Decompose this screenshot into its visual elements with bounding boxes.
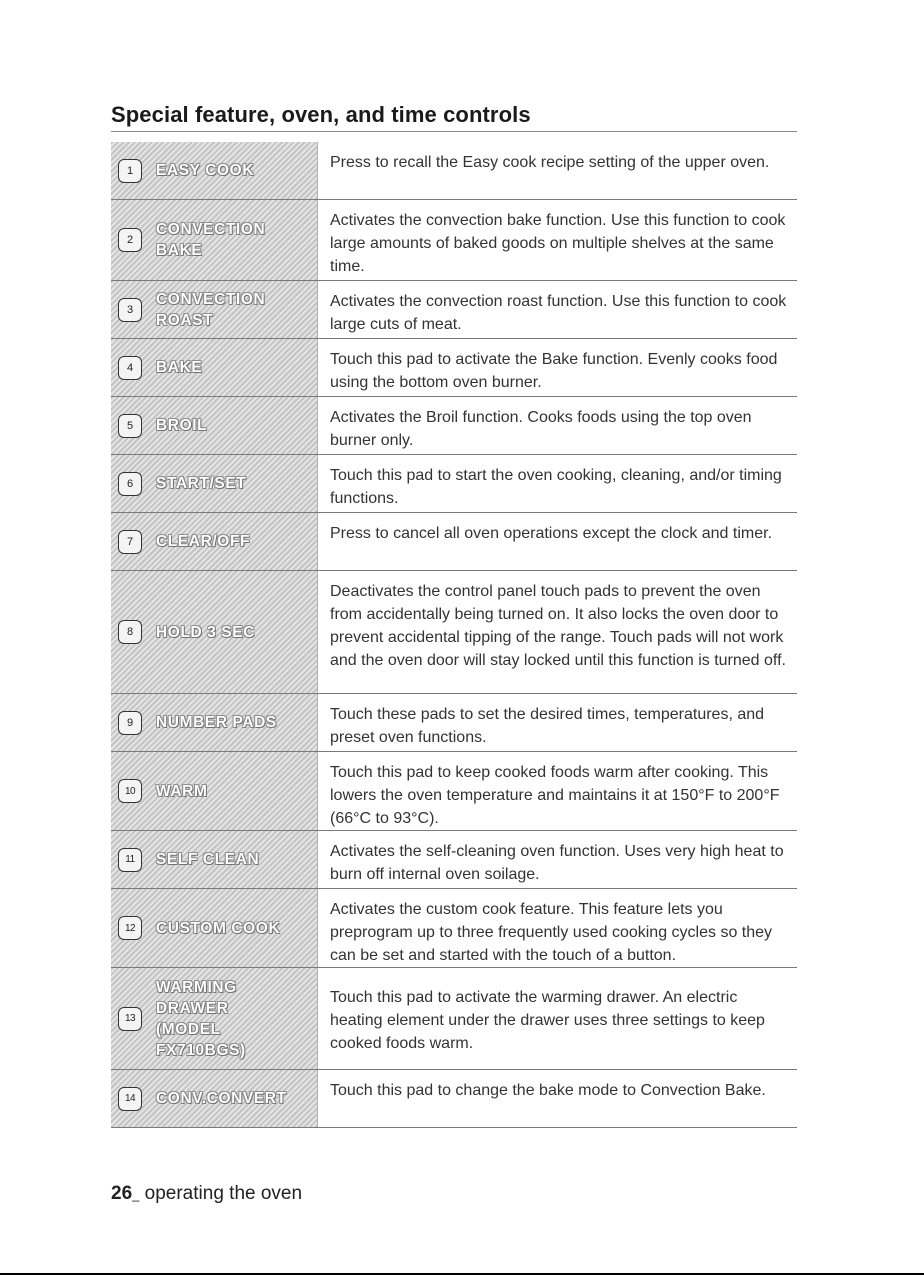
control-row-custom-cook bbox=[111, 889, 797, 968]
pad-description: Touch this pad to activate the warming drawer. An electric heating element under the drawer uses three settings to keep cooked foods warm. bbox=[330, 989, 765, 1052]
pad-label: SELF CLEAN bbox=[156, 851, 260, 868]
control-row-bake bbox=[111, 339, 797, 397]
control-row-self-clean bbox=[111, 831, 797, 889]
pad-label: CONVECTION ROAST bbox=[156, 290, 266, 329]
control-row-hold-3-sec bbox=[111, 571, 797, 694]
pad-number-badge: 10 bbox=[118, 779, 142, 803]
warm-pad bbox=[111, 752, 318, 830]
pad-number-badge: 8 bbox=[118, 620, 142, 644]
control-row-convection-bake bbox=[111, 200, 797, 281]
pad-label: HOLD 3 SEC bbox=[156, 623, 256, 641]
pad-label: BROIL bbox=[156, 417, 208, 434]
pad-number-badge: 1 bbox=[118, 159, 142, 183]
pad-label: NUMBER PADS bbox=[156, 714, 277, 731]
control-row-broil bbox=[111, 397, 797, 455]
pad-description: Activates the Broil function. Cooks foods using the top oven burner only. bbox=[330, 409, 752, 449]
section-name: operating the oven bbox=[139, 1183, 303, 1204]
pad-label: CLEAR/OFF bbox=[156, 533, 251, 550]
pad-label: CONV.CONVERT bbox=[156, 1090, 287, 1107]
pad-number-badge: 13 bbox=[118, 1007, 142, 1031]
pad-description: Touch this pad to start the oven cooking, cleaning, and/or timing functions. bbox=[330, 467, 782, 507]
pad-number-badge: 9 bbox=[118, 711, 142, 735]
clear-off-pad bbox=[111, 513, 318, 570]
page-title: Special feature, oven, and time controls bbox=[111, 102, 531, 127]
pad-number-badge: 12 bbox=[118, 916, 142, 940]
pad-number-badge: 4 bbox=[118, 356, 142, 380]
start-set-pad bbox=[111, 455, 318, 512]
pad-description: Activates the convection bake function. Use this function to cook large amounts of baked goods on multiple shelves at the same time. bbox=[330, 212, 786, 275]
pad-description: Touch this pad to keep cooked foods warm after cooking. This lowers the oven temperature and maintains it at 150°F to 200°F (66°C to 93°C). bbox=[330, 764, 780, 827]
page-footer bbox=[111, 1183, 302, 1205]
hold-3-sec-pad bbox=[111, 571, 318, 693]
pad-label: EASY COOK bbox=[156, 162, 255, 179]
pad-description: Deactivates the control panel touch pads to prevent the oven from accidentally being turned on. It also locks the oven door to prevent accidental tipping of the range. Touch pads will not work and the oven door will stay locked until this function is turned off. bbox=[330, 583, 786, 669]
pad-number-badge: 5 bbox=[118, 414, 142, 438]
page-number: 26 bbox=[111, 1183, 133, 1204]
number-pads-pad bbox=[111, 694, 318, 751]
controls-table bbox=[111, 142, 797, 1128]
pad-number-badge: 14 bbox=[118, 1087, 142, 1111]
pad-number-badge: 3 bbox=[118, 298, 142, 322]
footer-separator: _ bbox=[132, 1187, 140, 1202]
pad-label: START/SET bbox=[156, 475, 247, 492]
pad-label: BAKE bbox=[156, 359, 203, 376]
pad-label: CONVECTION BAKE bbox=[156, 221, 266, 259]
pad-number-badge: 6 bbox=[118, 472, 142, 496]
custom-cook-pad bbox=[111, 889, 318, 967]
control-row-warming-drawer bbox=[111, 968, 797, 1070]
control-row-number-pads bbox=[111, 694, 797, 752]
pad-description: Press to recall the Easy cook recipe setting of the upper oven. bbox=[330, 154, 770, 171]
control-row-conv-convert bbox=[111, 1070, 797, 1128]
pad-description: Activates the convection roast function. Use this function to cook large cuts of meat. bbox=[330, 293, 787, 333]
pad-label: WARMING DRAWER (MODEL FX710BGS) bbox=[156, 978, 246, 1059]
pad-number-badge: 11 bbox=[118, 848, 142, 872]
control-row-clear-off bbox=[111, 513, 797, 571]
pad-number-badge: 2 bbox=[118, 228, 142, 252]
pad-description: Touch this pad to activate the Bake function. Evenly cooks food using the bottom oven burner. bbox=[330, 351, 778, 391]
pad-label: CUSTOM COOK bbox=[156, 919, 281, 937]
pad-description: Activates the self-cleaning oven function. Uses very high heat to burn off internal oven soilage. bbox=[330, 843, 784, 883]
pad-description: Touch these pads to set the desired times, temperatures, and preset oven functions. bbox=[330, 706, 765, 746]
warming-drawer-pad bbox=[111, 968, 318, 1069]
pad-number-badge: 7 bbox=[118, 530, 142, 554]
broil-pad bbox=[111, 397, 318, 454]
easy-cook-pad bbox=[111, 142, 318, 199]
pad-description: Press to cancel all oven operations except the clock and timer. bbox=[330, 525, 773, 542]
conv-convert-pad bbox=[111, 1070, 318, 1127]
control-row-easy-cook bbox=[111, 142, 797, 200]
convection-roast-pad bbox=[111, 281, 318, 338]
self-clean-pad bbox=[111, 831, 318, 888]
control-row-warm bbox=[111, 752, 797, 831]
pad-description: Touch this pad to change the bake mode to Convection Bake. bbox=[330, 1082, 766, 1099]
pad-description: Activates the custom cook feature. This feature lets you preprogram up to three frequently used cooking cycles so they can be set and started with the touch of a button. bbox=[330, 901, 773, 964]
pad-label: WARM bbox=[156, 782, 208, 800]
bake-pad bbox=[111, 339, 318, 396]
convection-bake-pad bbox=[111, 200, 318, 280]
title-divider bbox=[111, 131, 797, 132]
control-row-start-set bbox=[111, 455, 797, 513]
control-row-convection-roast bbox=[111, 281, 797, 339]
